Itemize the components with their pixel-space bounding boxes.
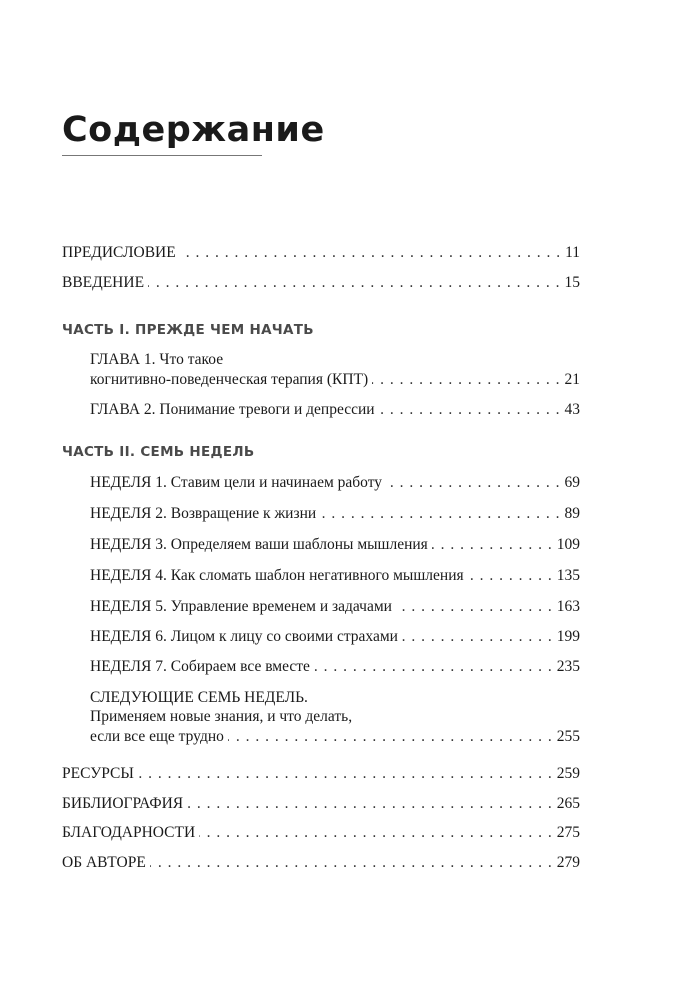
toc-entry-week-3[interactable] [90,535,580,555]
dot-leader [396,597,553,617]
toc-page-number: 11 [565,244,580,261]
dot-leader [138,764,553,784]
toc-entry-label: РЕСУРСЫ [62,765,134,782]
toc-entry-label: БЛАГОДАРНОСТИ [62,824,196,841]
dot-leader [432,535,553,555]
toc-entry-bibliography[interactable] [62,794,580,814]
toc-page-number: 89 [564,505,580,522]
dot-leader [320,504,560,524]
toc-entry-label: ОБ АВТОРЕ [62,854,146,871]
toc-entry-label: БИБЛИОГРАФИЯ [62,795,184,812]
toc-entry-week-6[interactable] [90,627,580,647]
toc-page-number: 199 [556,628,580,645]
part-heading-2: ЧАСТЬ II. СЕМЬ НЕДЕЛЬ [62,444,255,460]
toc-page-number: 109 [556,536,580,553]
title-underline [62,155,262,156]
toc-entry-label: НЕДЕЛЯ 7. Собираем все вместе [90,658,310,675]
toc-page-number: 255 [556,728,580,745]
dot-leader [150,853,553,873]
toc-entry-label: когнитивно-поведенческая терапия (КПТ) [90,371,369,388]
dot-leader [468,566,553,586]
toc-page-number: 279 [556,854,580,871]
toc-entry-about-author[interactable] [62,853,580,873]
toc-entry-label: НЕДЕЛЯ 1. Ставим цели и начинаем работу [90,474,383,491]
toc-page-number: 43 [564,401,580,418]
dot-leader [372,370,560,390]
toc-entry-week-7[interactable] [90,657,580,677]
toc-page-number: 21 [564,371,580,388]
toc-entry-week-5[interactable] [90,597,580,617]
toc-page-number: 235 [556,658,580,675]
dot-leader [379,400,561,420]
toc-entry-label: НЕДЕЛЯ 5. Управление временем и задачами [90,598,392,615]
dot-leader [402,627,553,647]
page-title: Содержание [62,110,325,150]
toc-page-number: 259 [556,765,580,782]
toc-entry-resources[interactable] [62,764,580,784]
toc-entry-label: ПРЕДИСЛОВИЕ [62,244,176,261]
toc-entry-introduction[interactable] [62,273,580,293]
toc-entry-chapter-2[interactable] [90,400,580,420]
toc-entry-week-2[interactable] [90,504,580,524]
dot-leader [187,794,553,814]
toc-entry-preface[interactable] [62,243,580,263]
dot-leader [180,243,561,263]
toc-page-number: 265 [556,795,580,812]
toc-page-number: 275 [556,824,580,841]
toc-entry-label: ВВЕДЕНИЕ [62,274,145,291]
toc-entry-chapter-1-line1: ГЛАВА 1. Что такое [90,351,224,368]
toc-entry-label: НЕДЕЛЯ 3. Определяем ваши шаблоны мышления [90,536,428,553]
toc-entry-next-weeks[interactable] [90,727,580,747]
dot-leader [228,727,553,747]
toc-entry-week-4[interactable] [90,566,580,586]
toc-entry-acknowledgements[interactable] [62,823,580,843]
toc-page-number: 135 [556,567,580,584]
dot-leader [148,273,560,293]
toc-entry-week-1[interactable] [90,473,580,493]
toc-entry-chapter-1[interactable] [90,370,580,390]
toc-entry-label: ГЛАВА 2. Понимание тревоги и депрессии [90,401,375,418]
toc-entry-label: НЕДЕЛЯ 6. Лицом к лицу со своими страхами [90,628,398,645]
part-heading-1: ЧАСТЬ I. ПРЕЖДЕ ЧЕМ НАЧАТЬ [62,322,314,338]
toc-page-number: 163 [556,598,580,615]
toc-page-number: 15 [564,274,580,291]
toc-page-number: 69 [564,474,580,491]
dot-leader [314,657,553,677]
dot-leader [386,473,560,493]
toc-entry-label: НЕДЕЛЯ 2. Возвращение к жизни [90,505,317,522]
dot-leader [199,823,553,843]
toc-entry-next-weeks-line1: СЛЕДУЮЩИЕ СЕМЬ НЕДЕЛЬ. [90,689,308,706]
toc-entry-next-weeks-line2: Применяем новые знания, и что делать, [90,708,353,725]
toc-entry-label: НЕДЕЛЯ 4. Как сломать шаблон негативного мышления [90,567,464,584]
toc-entry-label: если все еще трудно [90,728,224,745]
